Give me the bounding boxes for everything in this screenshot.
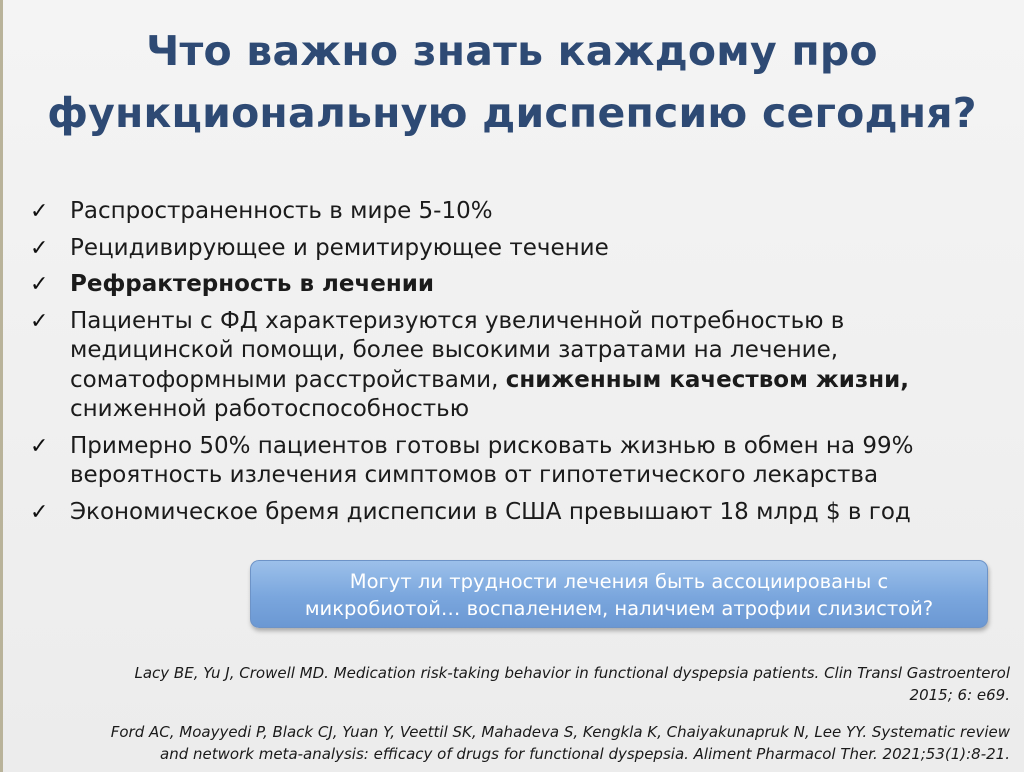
bullet-text <box>70 234 1010 264</box>
bullet-text <box>70 270 1010 300</box>
bullet-text <box>70 307 1010 425</box>
bullet-item <box>30 270 1010 300</box>
check-icon: ✓ <box>30 308 49 334</box>
bullet-text-bold: сниженным качеством жизни, <box>505 366 910 393</box>
bullet-text-part: Распространенность в мире 5-10% <box>70 198 493 224</box>
slide-left-edge <box>0 0 3 772</box>
bullet-text-part: Рецидивирующее и ремитирующее течение <box>70 234 609 261</box>
check-icon: ✓ <box>30 272 49 297</box>
reference-lacy <box>50 662 1010 706</box>
callout-line-1: Могут ли трудности лечения быть ассоциированы с <box>349 570 889 593</box>
reference-lacy-line-2: 2015; 6: e69. <box>909 686 1010 704</box>
bullet-text <box>70 498 1010 528</box>
bullet-text <box>70 197 1010 227</box>
bullet-item <box>30 498 1010 528</box>
reference-lacy-line-1: Lacy BE, Yu J, Crowell MD. Medication risk-taking behavior in functional dyspepsia patients. Clin Transl Gastroenterol <box>134 664 1010 682</box>
bullet-item <box>30 197 1010 227</box>
reference-ford <box>10 721 1010 765</box>
bullet-item <box>30 432 1010 491</box>
bullet-list <box>30 197 1010 534</box>
bullet-text-part: сниженной работоспособностью <box>70 396 470 422</box>
bullet-text-bold: Рефрактерность в лечении <box>70 271 434 297</box>
check-icon: ✓ <box>30 499 49 525</box>
question-callout <box>250 560 988 628</box>
check-icon: ✓ <box>30 199 49 224</box>
slide-title-line-2: функциональную диспепсию сегодня? <box>47 89 977 137</box>
bullet-text-part: Экономическое бремя диспепсии в США превышают 18 млрд $ в год <box>70 498 911 525</box>
reference-ford-line-1: Ford AC, Moayyedi P, Black CJ, Yuan Y, Veettil SK, Mahadeva S, Kengkla K, Chaiyakunapruk N, Lee YY. Systematic review <box>110 723 1010 741</box>
check-icon: ✓ <box>30 433 49 459</box>
bullet-text-part: Пациенты с ФД характеризуются увеличенной потребностью в медицинской помощи, более высокими затратами на лечение, соматоформными расстройствами, <box>70 307 845 393</box>
bullet-text <box>70 432 1010 491</box>
slide-title-line-1: Что важно знать каждому про <box>146 27 878 75</box>
bullet-text-part: Примерно 50% пациентов готовы рисковать жизнью в обмен на 99% вероятность излечения симптомов от гипотетического лекарства <box>70 432 914 488</box>
bullet-item <box>30 307 1010 425</box>
bullet-item <box>30 234 1010 264</box>
slide-title <box>20 20 1004 144</box>
callout-line-2: микробиотой… воспалением, наличием атрофии слизистой? <box>304 597 934 620</box>
check-icon: ✓ <box>30 235 49 261</box>
reference-ford-line-2: and network meta-analysis: efficacy of drugs for functional dyspepsia. Aliment Pharmacol Ther. 2021;53(1):8-21. <box>160 745 1010 763</box>
